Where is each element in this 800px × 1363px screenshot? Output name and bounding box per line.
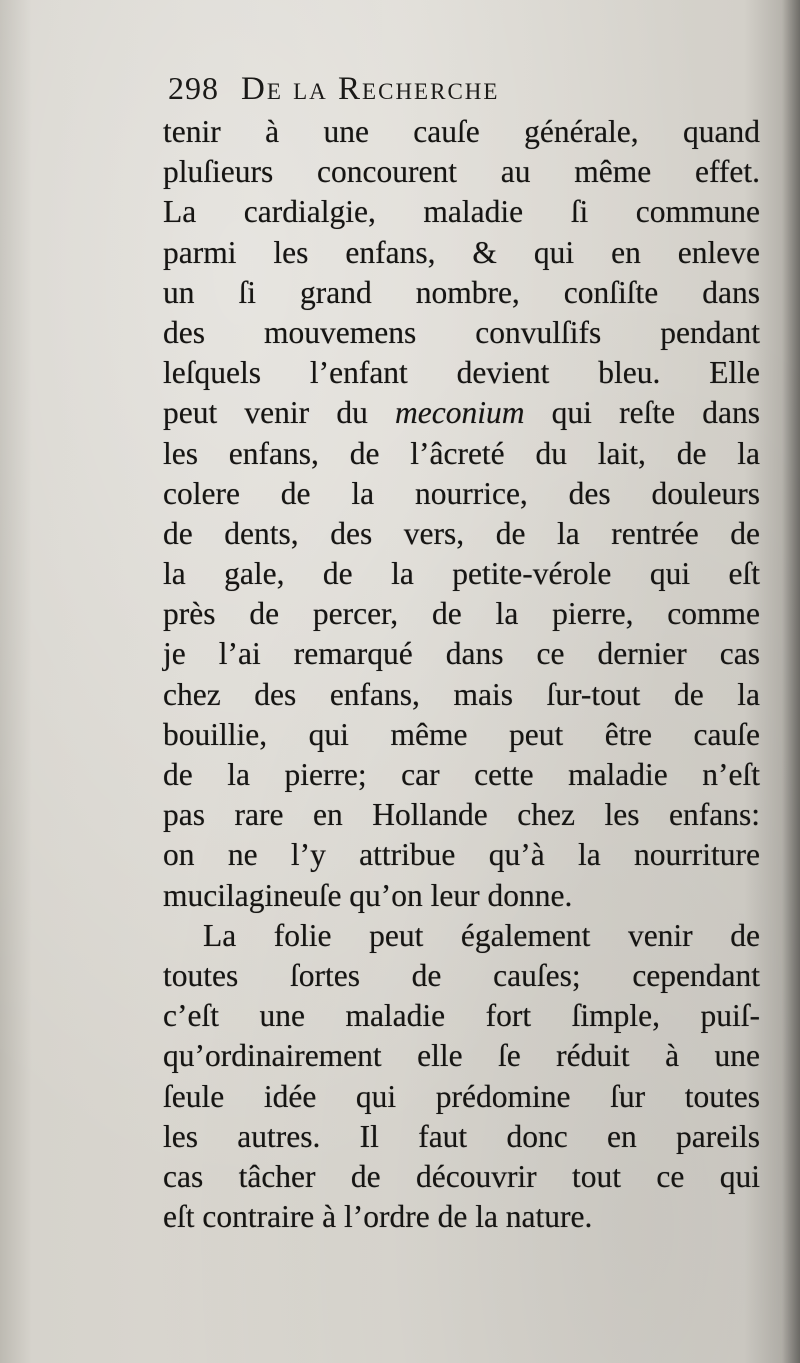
text-line	[163, 956, 760, 996]
line-text: qu’ordinairement elle ſe réduit à une	[163, 1038, 760, 1074]
text-line	[163, 233, 760, 273]
page-number: 298	[168, 70, 219, 106]
line-text: La cardialgie, maladie ſi commune	[163, 194, 760, 230]
line-text: près de percer, de la pierre, comme	[163, 596, 760, 632]
text-line	[163, 313, 760, 353]
line-text: colere de la nourrice, des douleurs	[163, 475, 760, 511]
text-line	[163, 715, 760, 755]
text-line	[163, 795, 760, 835]
text-line	[163, 192, 760, 232]
text-line	[163, 916, 760, 956]
line-text: des mouvemens convulſifs pendant	[163, 314, 760, 350]
text-line	[163, 554, 760, 594]
line-text: toutes ſortes de cauſes; cependant	[163, 957, 760, 993]
line-text: peut venir du	[163, 395, 396, 431]
text-line	[163, 1036, 760, 1076]
line-text: les autres. Il faut donc en pareils	[163, 1118, 760, 1154]
line-text: un ſi grand nombre, conſiſte dans	[163, 274, 760, 310]
line-text: mucilagineuſe qu’on leur donne.	[163, 877, 573, 913]
line-text: la gale, de la petite-vérole qui eſt	[163, 556, 760, 592]
line-text: leſquels l’enfant devient bleu. Elle	[163, 355, 760, 391]
text-line	[163, 996, 760, 1036]
text-line	[163, 152, 760, 192]
italic-term: meconium	[395, 395, 525, 431]
paragraph	[163, 112, 760, 916]
text-line	[163, 353, 760, 393]
line-text: les enfans, de l’âcreté du lait, de la	[163, 435, 760, 471]
text-line	[163, 393, 760, 433]
line-text: chez des enfans, mais ſur-tout de la	[163, 676, 760, 712]
line-text: ſeule idée qui prédomine ſur toutes	[163, 1078, 760, 1114]
body-text	[163, 112, 760, 1237]
running-title: De la Recherche	[241, 71, 500, 107]
line-text: de la pierre; car cette maladie n’eſt	[163, 757, 760, 792]
paragraph	[163, 916, 760, 1238]
line-text: de dents, des vers, de la rentrée de	[163, 515, 760, 551]
text-line	[163, 1157, 760, 1197]
text-line	[163, 755, 760, 795]
text-line	[163, 835, 760, 875]
text-line	[163, 675, 760, 715]
text-line	[163, 1117, 760, 1157]
text-line	[163, 273, 760, 313]
text-line	[163, 434, 760, 474]
page-edge-shadow	[782, 0, 800, 1363]
text-line	[163, 474, 760, 514]
line-text: c’eſt une maladie fort ſimple, puiſ-	[163, 998, 760, 1034]
line-text: tenir à une cauſe générale, quand	[163, 114, 760, 149]
text-line	[163, 594, 760, 634]
text-line	[163, 634, 760, 674]
line-text: cas tâcher de découvrir tout ce qui	[163, 1158, 760, 1194]
line-text: bouillie, qui même peut être cauſe	[163, 716, 760, 752]
text-line	[163, 112, 760, 152]
text-line	[163, 1077, 760, 1117]
line-text: on ne l’y attribue qu’à la nourriture	[163, 837, 760, 873]
line-text: La folie peut également venir de	[203, 917, 760, 953]
line-text: qui reſte dans	[524, 395, 760, 431]
line-text: je l’ai remarqué dans ce dernier cas	[163, 636, 760, 672]
line-text: parmi les enfans, & qui en enleve	[163, 234, 760, 270]
text-line	[163, 514, 760, 554]
text-line	[163, 1197, 760, 1237]
page-header	[168, 70, 713, 114]
text-line	[163, 876, 760, 916]
line-text: pas rare en Hollande chez les enfans:	[163, 797, 760, 833]
line-text: pluſieurs concourent au même effet.	[163, 154, 760, 190]
line-text: eſt contraire à l’ordre de la nature.	[163, 1199, 593, 1235]
